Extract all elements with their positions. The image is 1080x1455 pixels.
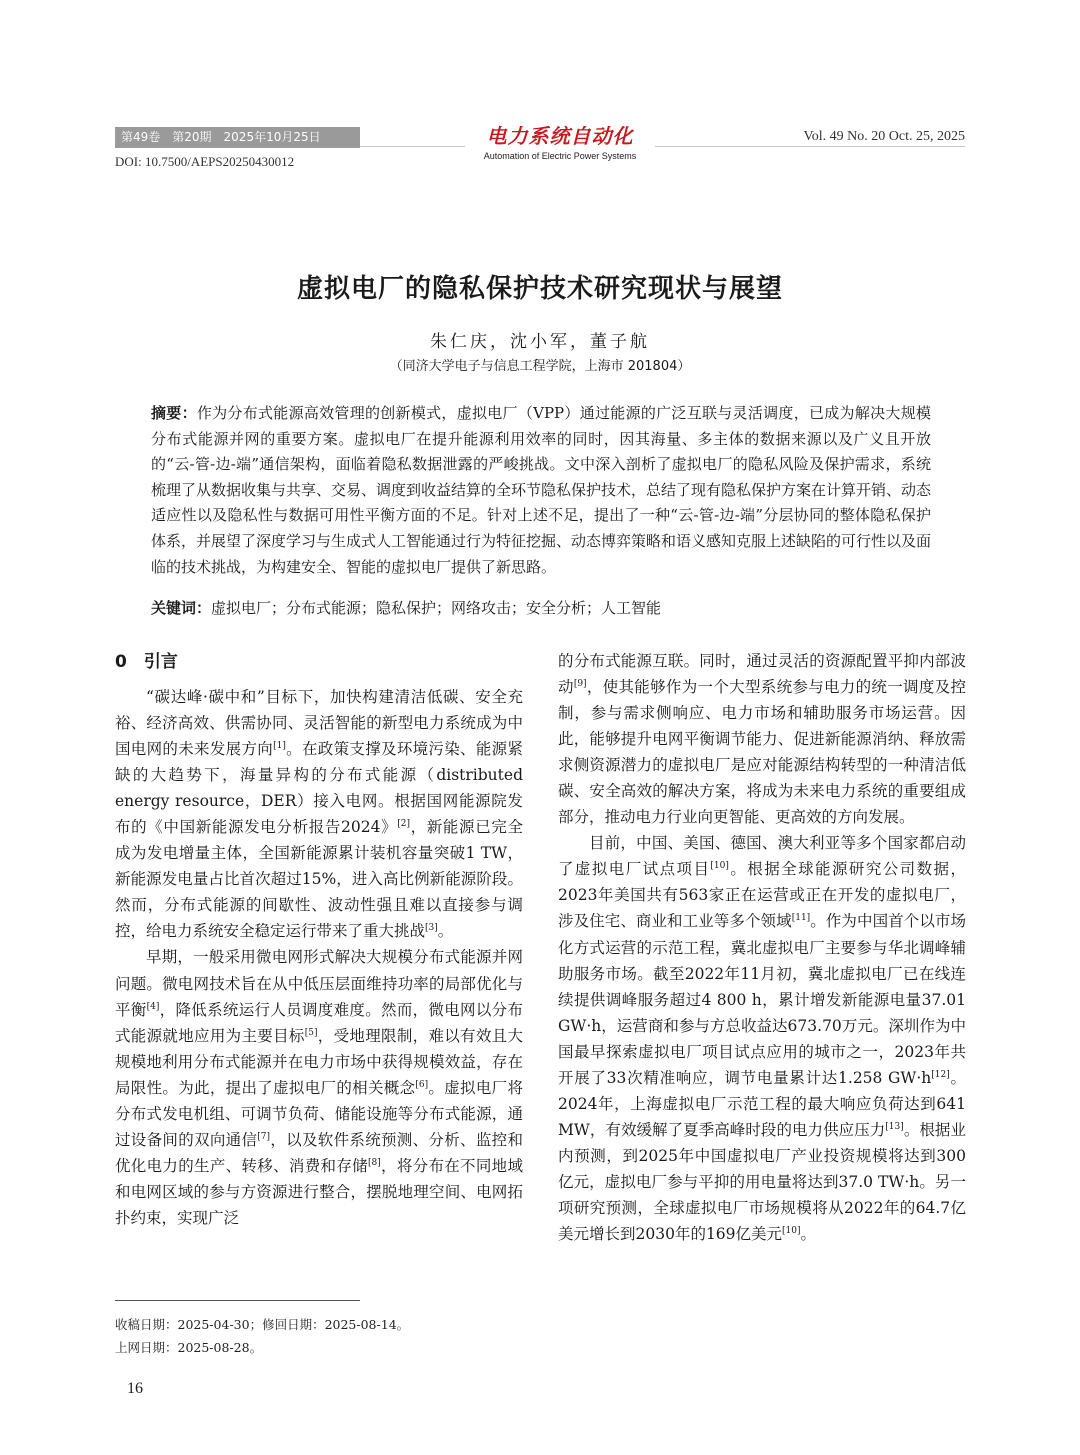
doi: DOI: 10.7500/AEPS20250430012 — [115, 154, 295, 169]
citation[interactable]: [8] — [367, 1157, 381, 1168]
issue-label: 第49卷 第20期 2025年10月25日 — [115, 127, 360, 148]
abstract — [151, 401, 931, 580]
header-rule-left — [360, 146, 465, 147]
citation[interactable]: [10] — [782, 1225, 801, 1236]
affiliation: （同济大学电子与信息工程学院，上海市 201804） — [389, 359, 691, 374]
right-column — [558, 648, 966, 1247]
header-rule-right — [655, 146, 965, 147]
citation[interactable]: [11] — [791, 913, 811, 924]
keywords — [151, 596, 931, 621]
paragraph: 早期，一般采用微电网形式解决大规模分布式能源并网问题。微电网技术旨在从中低压层面维持功率的局部优化与平衡[4]，降低系统运行人员调度难度。然而，微电网以分布式能源就地应用为主要目标[5]，受地理限制，难以有效且大规模地利用分布式能源并在电力市场中获得规模效益，存在局限性。为此，提出了虚拟电厂的相关概念[6]。虚拟电厂将分布式发电机组、可调节负荷、储能设施等分布式能源，通过设备间的双向通信[7]，以及软件系统预测、分析、监控和优化电力的生产、转移、消费和存储[8]，将分布在不同地域和电网区域的参与方资源进行整合，摆脱地理空间、电网拓扑约束，实现广泛 — [115, 948, 523, 1227]
citation[interactable]: [4] — [146, 1001, 160, 1012]
journal-logo — [465, 124, 655, 161]
page-number: 16 — [127, 1380, 143, 1397]
footnote-rule — [115, 1300, 360, 1301]
citation[interactable]: [3] — [425, 923, 438, 934]
citation[interactable]: [10] — [710, 861, 729, 872]
volume-info: Vol. 49 No. 20 Oct. 25, 2025 — [803, 129, 965, 144]
keywords-label: 关键词： — [151, 599, 212, 617]
keywords-text: 虚拟电厂；分布式能源；隐私保护；网络攻击；安全分析；人工智能 — [211, 599, 662, 617]
paragraph: 的分布式能源互联。同时，通过灵活的资源配置平抑内部波动[9]，使其能够作为一个大型系统参与电力的统一调度及控制，参与需求侧响应、电力市场和辅助服务市场运营。因此，能够提升电网平衡调节能力、促进新能源消纳、释放需求侧资源潜力的虚拟电厂是应对能源结构转型的一种清洁低碳、安全高效的解决方案，将成为未来电力系统的重要组成部分，推动电力行业向更智能、更高效的方向发展。 — [558, 652, 966, 827]
online-date: 上网日期：2025-08-28。 — [115, 1340, 263, 1355]
section-heading: 0 引言 — [115, 652, 178, 672]
abstract-label: 摘要： — [151, 404, 197, 422]
citation[interactable]: [2] — [397, 819, 410, 830]
citation[interactable]: [1] — [273, 740, 286, 751]
authors: 朱仁庆，沈小军，董子航 — [430, 332, 650, 352]
header-left — [115, 127, 360, 170]
paragraph: “碳达峰·碳中和”目标下，加快构建清洁低碳、安全充裕、经济高效、供需协同、灵活智能的新型电力系统成为中国电网的未来发展方向[1]。在政策支撑及环境污染、能源紧缺的大趋势下，海量异构的分布式能源（distributed energy resource，DER）接入电网。根据国网能源院发布的《中国新能源发电分析报告2024》[2]，新能源已完全成为发电增量主体，全国新能源累计装机容量突破1 TW，新能源发电量占比首次超过15%，进入高比例新能源阶段。然而，分布式能源的间歇性、波动性强且难以直接参与调控，给电力系统安全稳定运行带来了重大挑战[3]。 — [115, 688, 523, 941]
citation[interactable]: [12] — [931, 1069, 950, 1080]
journal-name-en: Automation of Electric Power Systems — [483, 151, 637, 161]
left-column — [115, 650, 523, 1231]
paper-title: 虚拟电厂的隐私保护技术研究现状与展望 — [296, 274, 783, 304]
citation[interactable]: [9] — [573, 678, 587, 689]
journal-name-cn: 电力系统自动化 — [486, 124, 634, 148]
abstract-text: 作为分布式能源高效管理的创新模式，虚拟电厂（VPP）通过能源的广泛互联与灵活调度，已成为解决大规模分布式能源并网的重要方案。虚拟电厂在提升能源利用效率的同时，因其海量、多主体的数据来源以及广义且开放的“云-管-边-端”通信架构，面临着隐私数据泄露的严峻挑战。文中深入剖析了虚拟电厂的隐私风险及保护需求，系统梳理了从数据收集与共享、交易、调度到收益结算的全环节隐私保护技术，总结了现有隐私保护方案在计算开销、动态适应性以及隐私性与数据可用性平衡方面的不足。针对上述不足，提出了一种“云-管-边-端”分层协同的整体隐私保护体系，并展望了深度学习与生成式人工智能通过行为特征挖掘、动态博弈策略和语义感知克服上述缺陷的可行性以及面临的技术挑战，为构建安全、智能的虚拟电厂提供了新思路。 — [151, 404, 932, 576]
citation[interactable]: [7] — [257, 1131, 271, 1142]
paragraph: 目前，中国、美国、德国、澳大利亚等多个国家都启动了虚拟电厂试点项目[10]。根据全球能源研究公司数据，2023年美国共有563家正在运营或正在开发的虚拟电厂，涉及住宅、商业和工业等多个领域[11]。作为中国首个以市场化方式运营的示范工程，冀北虚拟电厂主要参与华北调峰辅助服务市场。截至2022年11月初，冀北虚拟电厂已在线连续提供调峰服务超过4 800 h，累计增发新能源电量37.01 GW·h，运营商和参与方总收益达673.70万元。深圳作为中国最早探索虚拟电厂项目试点应用的城市之一，2023年共开展了33次精准响应，调节电量累计达1.258 GW·h[12]。2024年，上海虚拟电厂示范工程的最大响应负荷达到641 MW，有效缓解了夏季高峰时段的电力供应压力[13]。根据业内预测，到2025年中国虚拟电厂产业投资规模将达到300亿元，虚拟电厂参与平抑的用电量将达到37.0 TW·h。另一项研究预测，全球虚拟电厂市场规模将从2022年的64.7亿美元增长到2030年的169亿美元[10]。 — [558, 834, 966, 1244]
citation[interactable]: [13] — [885, 1121, 904, 1132]
citation[interactable]: [6] — [415, 1079, 429, 1090]
received-date: 收稿日期：2025-04-30；修回日期：2025-08-14。 — [115, 1317, 410, 1332]
citation[interactable]: [5] — [304, 1027, 318, 1038]
